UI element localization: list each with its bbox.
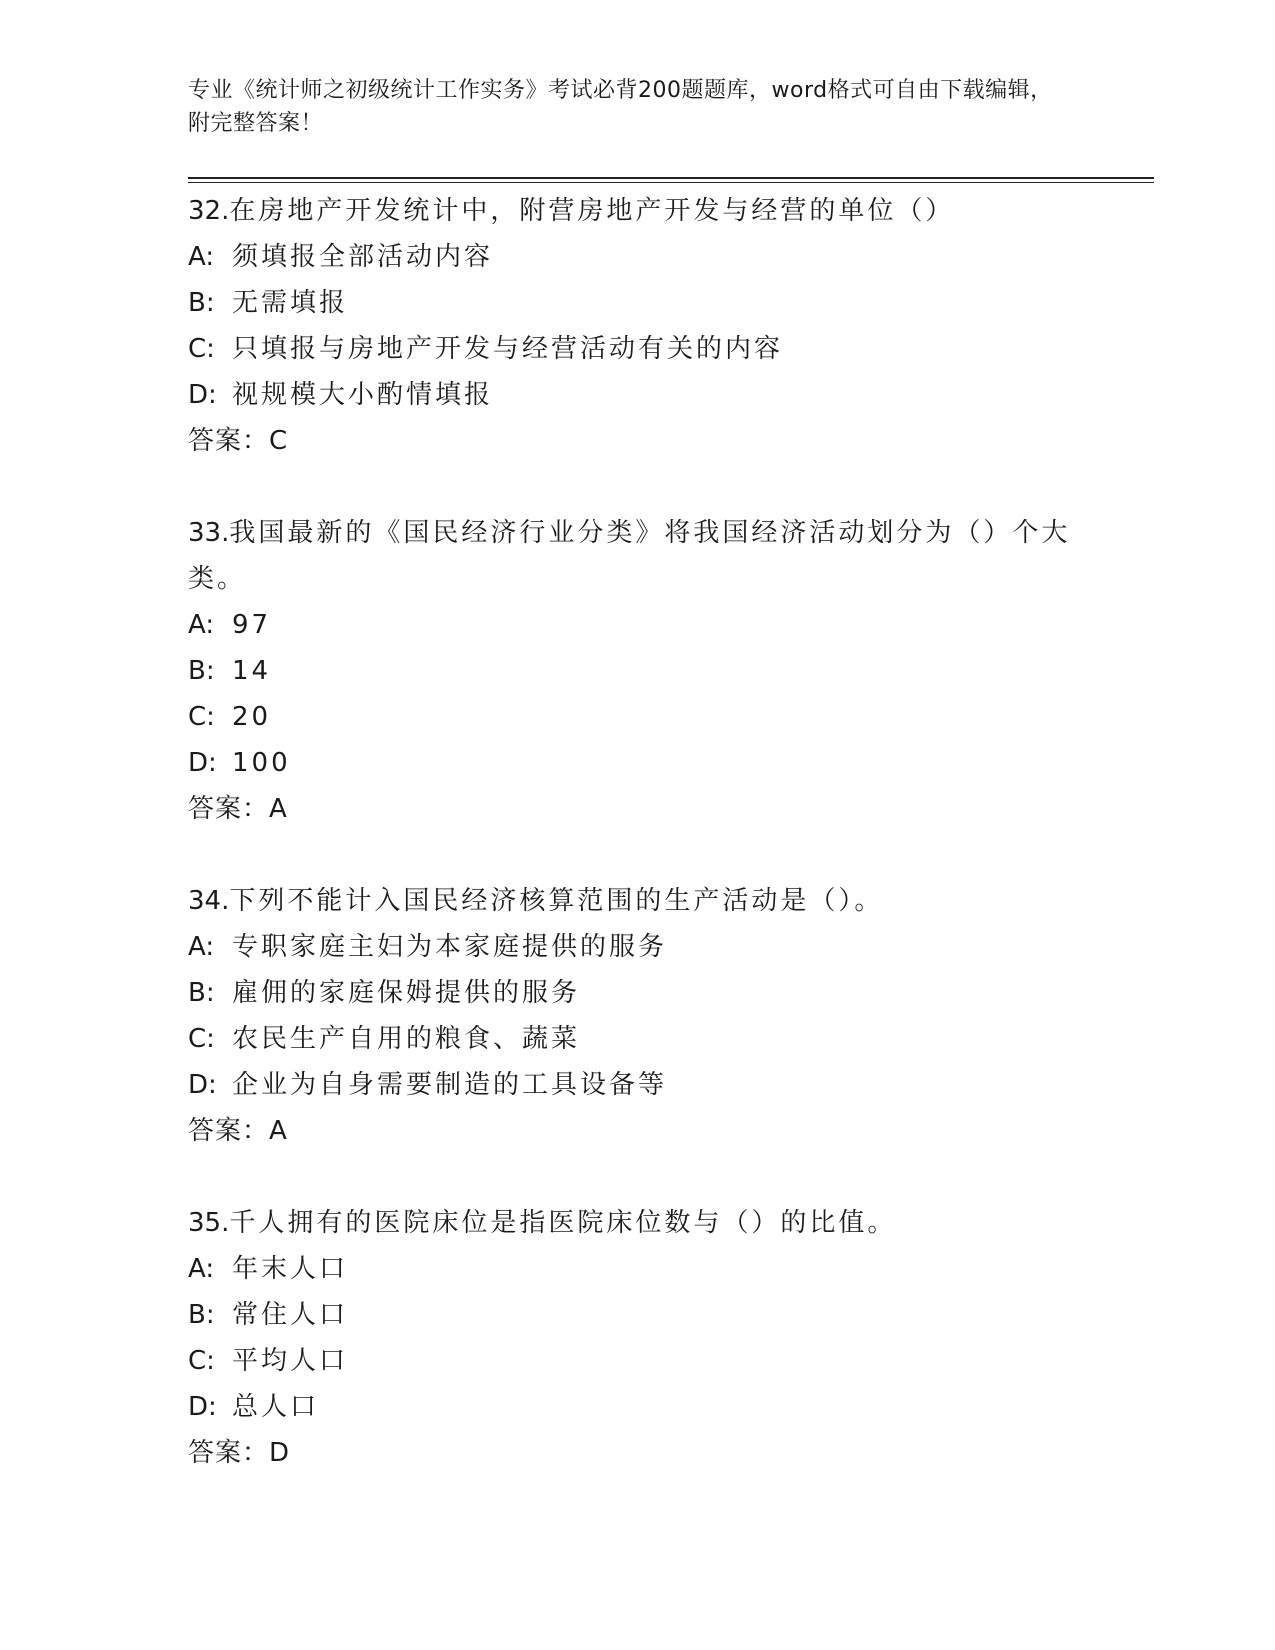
header-divider-thick [188,177,1154,179]
option-text: 视规模大小酌情填报 [232,380,494,410]
question-text: 我国最新的《国民经济行业分类》将我国经济活动划分为（）个大类。 [188,518,1071,594]
option-key: D: [188,380,217,410]
option-b [188,648,1088,694]
option-b [188,280,1088,326]
option-d [188,1384,1088,1430]
question-number: 34. [188,886,230,916]
option-key: A: [188,932,215,962]
option-text: 100 [232,748,291,778]
option-text: 须填报全部活动内容 [232,242,494,272]
option-key: C: [188,334,215,364]
option-text: 雇佣的家庭保姆提供的服务 [232,978,581,1008]
option-b [188,970,1088,1016]
option-a [188,602,1088,648]
option-d [188,372,1088,418]
option-key: D: [188,1070,217,1100]
option-text: 20 [232,702,272,732]
option-text: 无需填报 [232,288,349,318]
option-key: D: [188,1392,217,1422]
option-text: 平均人口 [232,1346,349,1376]
header-divider-thin [188,182,1154,183]
option-key: C: [188,1346,215,1376]
option-text: 97 [232,610,272,640]
option-text: 农民生产自用的粮食、蔬菜 [232,1024,581,1054]
question-stem [188,188,1088,234]
option-text: 只填报与房地产开发与经营活动有关的内容 [232,334,784,364]
option-c [188,1016,1088,1062]
option-key: C: [188,702,215,732]
document-header: 专业《统计师之初级统计工作实务》考试必背200题题库，word格式可自由下载编辑，附完整答案！ [188,78,1053,136]
option-key: A: [188,1254,215,1284]
question-34 [188,878,1088,1154]
question-35 [188,1200,1088,1476]
option-a [188,234,1088,280]
option-a [188,1246,1088,1292]
option-a [188,924,1088,970]
question-number: 32. [188,196,230,226]
option-text: 常住人口 [232,1300,349,1330]
question-33 [188,510,1088,832]
option-text: 企业为自身需要制造的工具设备等 [232,1070,668,1100]
option-key: D: [188,748,217,778]
option-key: A: [188,610,215,640]
option-text: 总人口 [232,1392,320,1422]
answer-line: 答案：D [188,1438,291,1468]
option-c [188,694,1088,740]
question-text: 下列不能计入国民经济核算范围的生产活动是（）。 [229,886,884,916]
answer-line: 答案：C [188,426,289,456]
option-text: 专职家庭主妇为本家庭提供的服务 [232,932,668,962]
option-key: C: [188,1024,215,1054]
option-b [188,1292,1088,1338]
answer-line: 答案：A [188,794,288,824]
option-key: B: [188,978,215,1008]
option-key: B: [188,1300,215,1330]
option-text: 年末人口 [232,1254,349,1284]
question-stem [188,878,1088,924]
question-text: 千人拥有的医院床位是指医院床位数与（）的比值。 [229,1208,897,1238]
question-stem [188,510,1088,602]
question-stem [188,1200,1088,1246]
option-d [188,1062,1088,1108]
option-key: B: [188,656,215,686]
option-d [188,740,1088,786]
answer-line: 答案：A [188,1116,288,1146]
question-32 [188,188,1088,464]
option-key: B: [188,288,215,318]
question-number: 35. [188,1208,230,1238]
option-key: A: [188,242,215,272]
question-text: 在房地产开发统计中，附营房地产开发与经营的单位（） [229,196,955,226]
option-c [188,326,1088,372]
question-list [188,188,1088,1522]
option-c [188,1338,1088,1384]
question-number: 33. [188,518,230,548]
option-text: 14 [232,656,272,686]
